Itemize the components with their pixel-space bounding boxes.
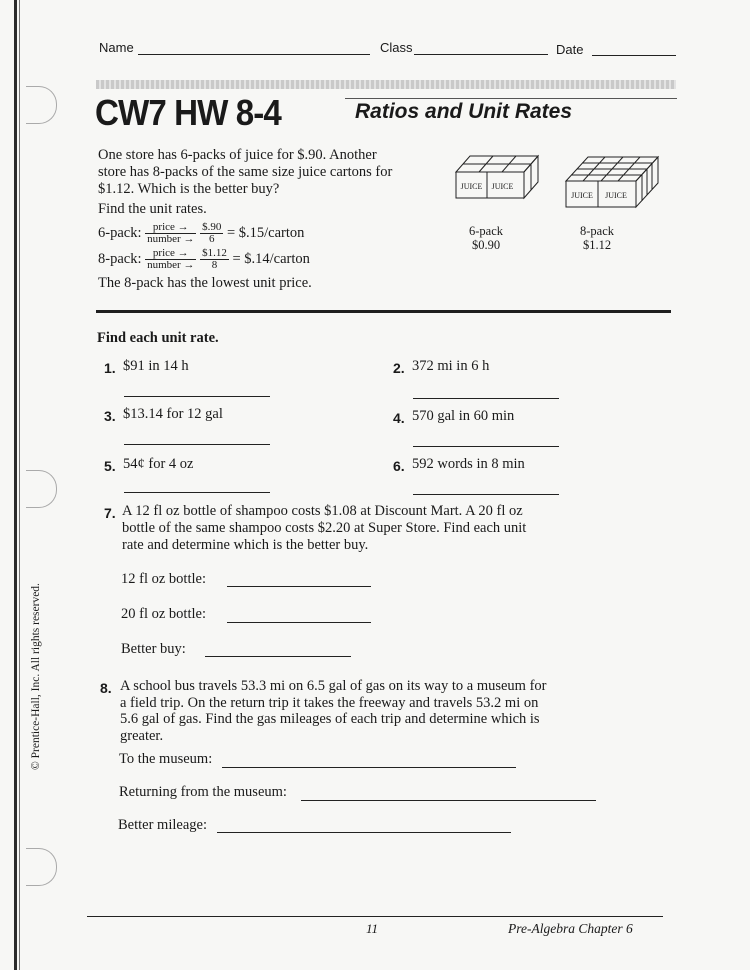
- fraction-denominator: number →: [147, 233, 195, 245]
- fraction-numerator: $.90: [202, 221, 222, 233]
- question-text: 570 gal in 60 min: [412, 408, 515, 424]
- name-label: Name: [99, 40, 134, 55]
- page-title: CW7 HW 8-4: [95, 92, 281, 133]
- question-number: 5.: [104, 458, 116, 474]
- question-text: 372 mi in 6 h: [412, 358, 490, 374]
- question-line: greater.: [120, 727, 164, 744]
- caption-label: 8-pack: [579, 224, 614, 238]
- date-label: Date: [556, 42, 584, 57]
- answer-field[interactable]: [124, 396, 270, 397]
- fraction: [200, 222, 223, 245]
- caption-label: 6-pack: [468, 224, 503, 238]
- question-number: 4.: [393, 410, 405, 426]
- calc-label: 8-pack:: [98, 250, 142, 267]
- question-text: $91 in 14 h: [123, 358, 189, 374]
- example-line: One store has 6-packs of juice for $.90. Another: [98, 147, 377, 163]
- question-number: 6.: [393, 458, 405, 474]
- answer-field[interactable]: [413, 398, 559, 399]
- question-line: a field trip. On the return trip it takes the freeway and travels 53.2 mi on: [120, 694, 539, 711]
- answer-field[interactable]: [124, 492, 270, 493]
- q8-c-field[interactable]: [217, 832, 511, 833]
- class-field[interactable]: [414, 54, 548, 55]
- footer-rule: [87, 916, 663, 917]
- fraction-numerator: price →: [145, 248, 196, 260]
- question-8-text: [120, 678, 547, 744]
- question-line: 5.6 gal of gas. Find the gas mileages of each trip and determine which is: [120, 711, 540, 727]
- question-7-text: [122, 503, 526, 554]
- binder-edge: [14, 0, 17, 970]
- punch-hole: [26, 86, 57, 124]
- fraction: [145, 222, 196, 245]
- question-line: bottle of the same shampoo costs $2.20 at Super Store. Find each unit: [122, 520, 527, 536]
- caption-price: $1.12: [582, 238, 612, 252]
- example-conclusion: The 8-pack has the lowest unit price.: [98, 275, 312, 291]
- q7-c-field[interactable]: [205, 656, 351, 657]
- page-number: 11: [366, 921, 379, 936]
- fraction-numerator: price →: [145, 222, 196, 234]
- question-number: 2.: [393, 360, 405, 376]
- fraction-numerator: $1.12: [202, 247, 227, 259]
- q8-c-label: Better mileage:: [118, 817, 207, 833]
- eight-pack-calc: [98, 248, 310, 271]
- q8-a-label: To the museum:: [119, 751, 213, 767]
- section-heading: Find each unit rate.: [97, 330, 219, 346]
- fraction-denominator: 8: [211, 259, 218, 271]
- question-line: A school bus travels 53.3 mi on 6.5 gal of gas on its way to a museum for: [120, 678, 547, 694]
- date-field[interactable]: [592, 55, 676, 56]
- page-subtitle: Ratios and Unit Rates: [355, 100, 573, 123]
- punch-hole: [26, 470, 57, 508]
- fraction-denominator: number →: [147, 259, 195, 271]
- question-text: 592 words in 8 min: [412, 456, 525, 472]
- question-text: 54¢ for 4 oz: [123, 456, 194, 472]
- example-text: [98, 147, 392, 218]
- question-line: A 12 fl oz bottle of shampoo costs $1.08 at Discount Mart. A 20 fl oz: [122, 503, 523, 519]
- question-number: 7.: [104, 505, 116, 521]
- six-pack-figure: [452, 150, 542, 202]
- fraction: [200, 248, 229, 271]
- eight-pack-figure: [562, 153, 662, 211]
- eight-pack-caption: [563, 224, 631, 252]
- question-number: 3.: [104, 408, 116, 424]
- q7-b-label: 20 fl oz bottle:: [121, 606, 206, 622]
- chapter-label: Pre-Algebra Chapter 6: [508, 921, 633, 936]
- example-line: Find the unit rates.: [98, 201, 207, 217]
- q7-a-label: 12 fl oz bottle:: [121, 571, 206, 587]
- answer-field[interactable]: [413, 494, 559, 495]
- calc-result: = $.14/carton: [232, 250, 310, 267]
- answer-field[interactable]: [413, 446, 559, 447]
- question-number: 8.: [100, 680, 112, 696]
- calc-label: 6-pack:: [98, 224, 142, 241]
- caption-price: $0.90: [471, 238, 501, 252]
- class-label: Class: [380, 40, 413, 55]
- juice-label: JUICE: [460, 182, 483, 191]
- question-line: rate and determine which is the better buy.: [122, 537, 369, 553]
- answer-field[interactable]: [124, 444, 270, 445]
- q8-a-field[interactable]: [222, 767, 516, 768]
- six-pack-caption: [452, 224, 520, 252]
- q7-a-field[interactable]: [227, 586, 371, 587]
- fraction: [145, 248, 196, 271]
- q8-b-label: Returning from the museum:: [119, 784, 287, 800]
- question-number: 1.: [104, 360, 116, 376]
- copyright-notice: © Prentice-Hall, Inc. All rights reserved.: [30, 583, 42, 770]
- q7-c-label: Better buy:: [121, 641, 186, 657]
- six-pack-calc: [98, 222, 304, 245]
- binder-edge-shadow: [19, 0, 20, 970]
- title-banner: [96, 80, 676, 89]
- example-line: store has 8-packs of the same size juice cartons for: [98, 164, 393, 180]
- section-divider: [96, 310, 671, 313]
- punch-hole: [26, 848, 57, 886]
- q7-b-field[interactable]: [227, 622, 371, 623]
- juice-label: JUICE: [491, 182, 514, 191]
- juice-label: JUICE: [571, 191, 593, 200]
- q8-b-field[interactable]: [301, 800, 596, 801]
- title-rule: [345, 98, 677, 99]
- question-text: $13.14 for 12 gal: [123, 406, 223, 422]
- juice-label: JUICE: [605, 191, 627, 200]
- name-field[interactable]: [138, 54, 370, 55]
- fraction-denominator: 6: [208, 233, 215, 245]
- calc-result: = $.15/carton: [226, 224, 305, 241]
- example-line: $1.12. Which is the better buy?: [98, 181, 280, 197]
